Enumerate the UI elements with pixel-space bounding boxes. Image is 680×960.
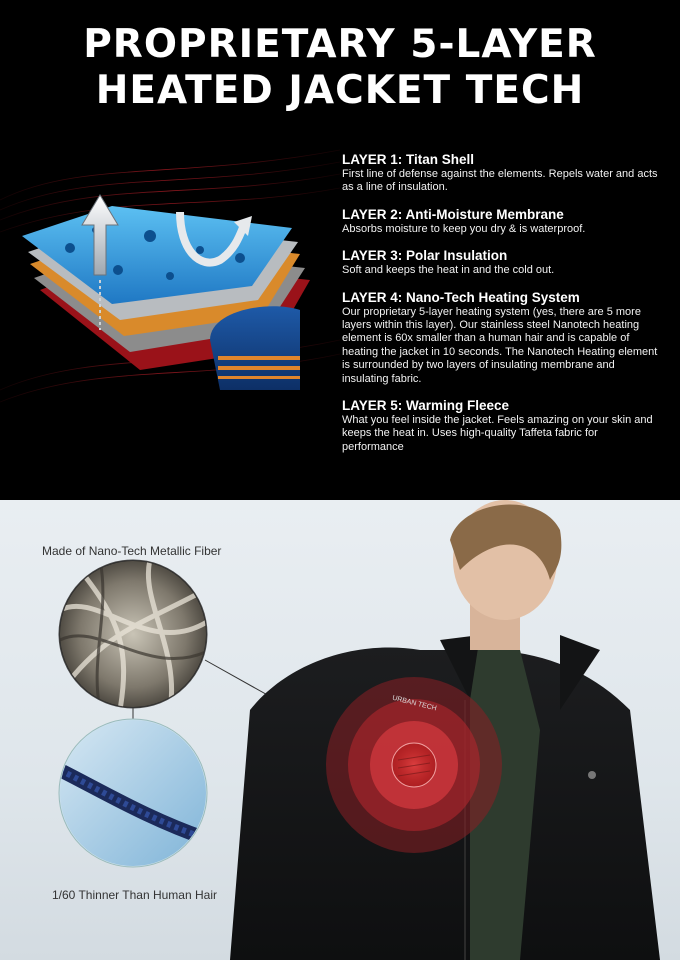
layer-desc: Absorbs moisture to keep you dry & is waterproof.: [342, 222, 586, 235]
layer-title: LAYER 2: Anti-Moisture Membrane: [342, 206, 564, 222]
layer-desc: Our proprietary 5-layer heating system (yes, there are 5 more layers within this layer). Our stainless steel Nanotech heating element is 60x smaller than a human hair and is capable of heating the jacket in 10 seconds. The Nanotech Heating element is surrounded by two layers of insulating membrane and insulating fabric.: [342, 305, 658, 385]
layer-desc: First line of defense against the elements. Repels water and acts as a line of insulation.: [342, 168, 658, 194]
title-line-2: HEATED JACKET TECH: [95, 68, 585, 113]
layer-4: [342, 290, 662, 386]
layer-title: LAYER 4: Nano-Tech Heating System: [342, 289, 580, 305]
layer-2: [342, 207, 662, 236]
title-line-1: PROPRIETARY 5-LAYER: [83, 22, 597, 67]
layer-title: LAYER 3: Polar Insulation: [342, 248, 508, 264]
jacket-brand-label: URBAN TECH: [391, 694, 438, 713]
fiber-section: [0, 500, 680, 960]
layer-title: LAYER 5: Warming Fleece: [342, 398, 510, 414]
layer-1: [342, 152, 662, 195]
layer-3: [342, 248, 662, 277]
thin-fiber-circle: [59, 719, 210, 867]
layer-5: [342, 398, 662, 454]
fiber-caption-bottom: 1/60 Thinner Than Human Hair: [52, 888, 217, 902]
metallic-fiber-circle: [59, 560, 210, 710]
layers-list: [342, 152, 662, 466]
heating-tube: [210, 306, 300, 390]
layer-desc: Soft and keeps the heat in and the cold out.: [342, 264, 555, 277]
fiber-caption-top: Made of Nano-Tech Metallic Fiber: [42, 544, 222, 558]
layer-desc: What you feel inside the jacket. Feels amazing on your skin and keeps the heat in. Uses high-quality Taffeta fabric for performance: [342, 414, 653, 453]
layer-title: LAYER 1: Titan Shell: [342, 152, 475, 167]
fiber-illustration: [0, 500, 680, 960]
layer-diagram: [0, 140, 340, 440]
page-title: [0, 22, 680, 114]
